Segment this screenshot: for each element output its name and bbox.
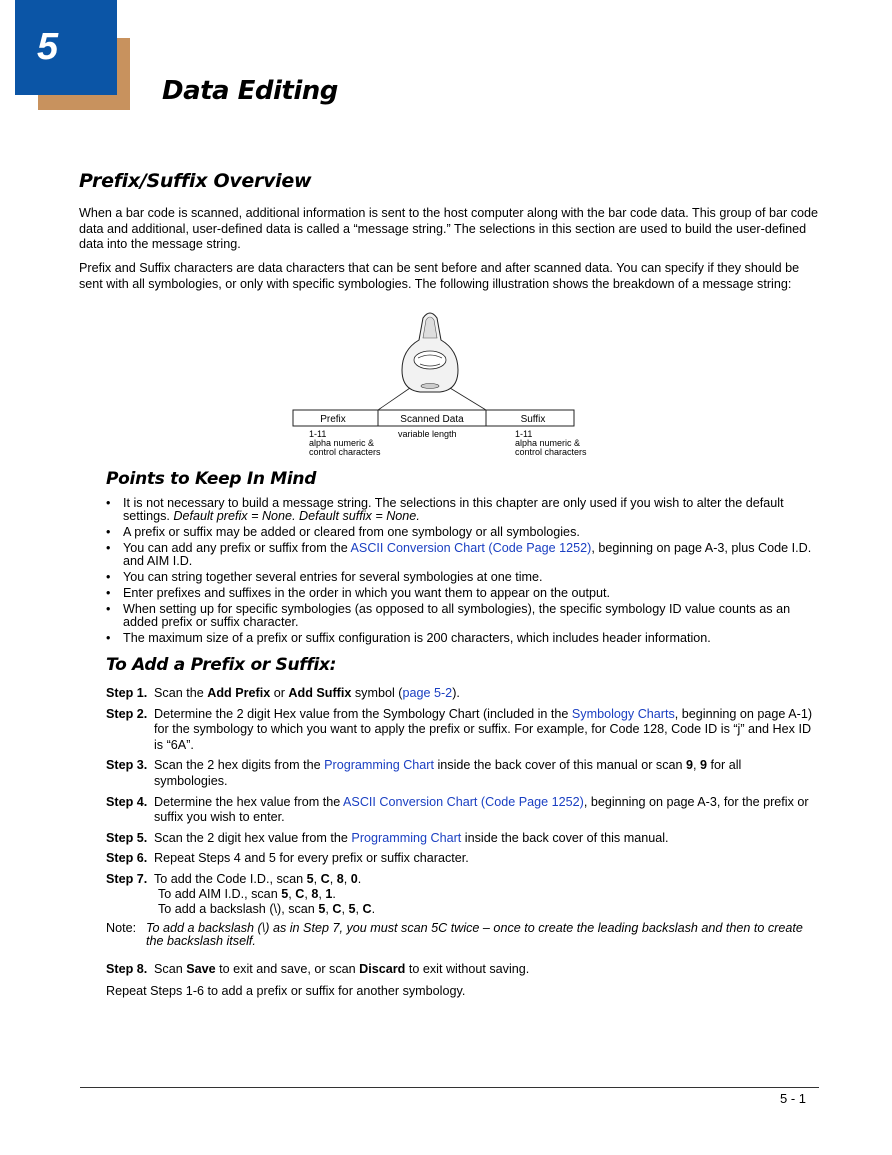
points-list	[106, 497, 818, 648]
ascii-chart-link[interactable]: ASCII Conversion Chart (Code Page 1252)	[343, 794, 584, 809]
list-item: • You can string together several entries for several symbologies at one time.	[106, 571, 818, 584]
suffix-desc-line: 1-11	[515, 429, 533, 439]
backslash-note: Note: To add a backslash (\) as in Step 7, you must scan 5C twice – once to create the leading backslash and then to create the backslash itself.	[106, 920, 803, 948]
scanned-data-label: Scanned Data	[400, 414, 464, 425]
section-title: Prefix/Suffix Overview	[79, 170, 312, 192]
step-2: Step 2. Determine the 2 digit Hex value from the Symbology Chart (included in the Symbology Charts, beginning on page A-1) for the symbology to which you want to apply the prefix or suffix. For example, for Code 128, Code ID is “j” and Hex ID is “6A”.	[106, 706, 813, 752]
list-item: • Enter prefixes and suffixes in the order in which you want them to appear on the output.	[106, 587, 818, 600]
programming-chart-link[interactable]: Programming Chart	[324, 758, 434, 773]
list-item: • You can add any prefix or suffix from the ASCII Conversion Chart (Code Page 1252), beginning on page A-3, plus Code I.D. and AIM I.D.	[106, 542, 818, 568]
prefix-label: Prefix	[320, 414, 346, 425]
step-7: Step 7. To add the Code I.D., scan 5, C, 8, 0. To add AIM I.D., scan 5, C, 8, 1. To add a backslash (\), scan 5, C, 5, C.	[106, 871, 376, 916]
add-prefix-title: To Add a Prefix or Suffix:	[106, 655, 337, 675]
step-1: Step 1. Scan the Add Prefix or Add Suffix symbol (page 5-2).	[106, 686, 460, 700]
step-3: Step 3. Scan the 2 hex digits from the Programming Chart inside the back cover of this manual or scan 9, 9 for all symbologies.	[106, 758, 742, 788]
chapter-title: Data Editing	[162, 76, 338, 106]
list-item: • When setting up for specific symbologies (as opposed to all symbologies), the specific symbology ID value counts as an added prefix or suffix character.	[106, 603, 818, 629]
overview-paragraph-1: When a bar code is scanned, additional information is sent to the host computer along with the bar code data. This group of bar code data and additional, user-defined data is called a “message string.” The selections in this section are used to build the user-defined data into the message string.	[79, 206, 819, 252]
prefix-desc-line: control characters	[309, 447, 381, 457]
prefix-desc-line: alpha numeric &	[309, 438, 375, 448]
step-5: Step 5. Scan the 2 digit hex value from the Programming Chart inside the back cover of this manual.	[106, 830, 669, 845]
chapter-number-tab	[15, 0, 117, 95]
ascii-chart-link[interactable]: ASCII Conversion Chart (Code Page 1252)	[350, 541, 592, 555]
suffix-desc-line: control characters	[515, 447, 587, 457]
suffix-label: Suffix	[520, 414, 546, 425]
suffix-desc-line: alpha numeric &	[515, 438, 581, 448]
message-string-diagram	[290, 308, 590, 463]
scanned-desc: variable length	[398, 429, 457, 439]
list-item: • It is not necessary to build a message string. The selections in this chapter are only used if you wish to alter the default settings. Default prefix = None. Default suffix = None.	[106, 497, 818, 523]
overview-paragraph-2: Prefix and Suffix characters are data characters that can be sent before and after scanned data. You can specify if they should be sent with all symbologies, or only with specific symbologies. The following illustration shows the breakdown of a message string:	[79, 261, 800, 291]
step-4: Step 4. Determine the hex value from the ASCII Conversion Chart (Code Page 1252), beginning on page A-3, for the prefix or suffix you wish to enter.	[106, 794, 809, 825]
prefix-desc-line: 1-11	[309, 429, 327, 439]
list-item: • The maximum size of a prefix or suffix configuration is 200 characters, which includes header information.	[106, 632, 818, 645]
page-number: 5 - 1	[780, 1091, 807, 1106]
step-8: Step 8. Scan Save to exit and save, or scan Discard to exit without saving.	[106, 961, 530, 976]
list-item: • A prefix or suffix may be added or cleared from one symbology or all symbologies.	[106, 526, 818, 539]
points-title: Points to Keep In Mind	[106, 469, 317, 489]
symbology-charts-link[interactable]: Symbology Charts	[571, 706, 675, 721]
programming-chart-link[interactable]: Programming Chart	[351, 830, 462, 845]
step-6: Step 6. Repeat Steps 4 and 5 for every prefix or suffix character.	[106, 851, 469, 866]
steps-list	[106, 686, 818, 999]
scanner-icon	[402, 313, 458, 392]
chapter-number: 5	[37, 26, 59, 68]
page-5-2-link[interactable]: page 5-2	[402, 686, 453, 700]
footer-rule	[80, 1087, 819, 1088]
repeat-instruction: Repeat Steps 1-6 to add a prefix or suffix for another symbology.	[106, 983, 466, 998]
